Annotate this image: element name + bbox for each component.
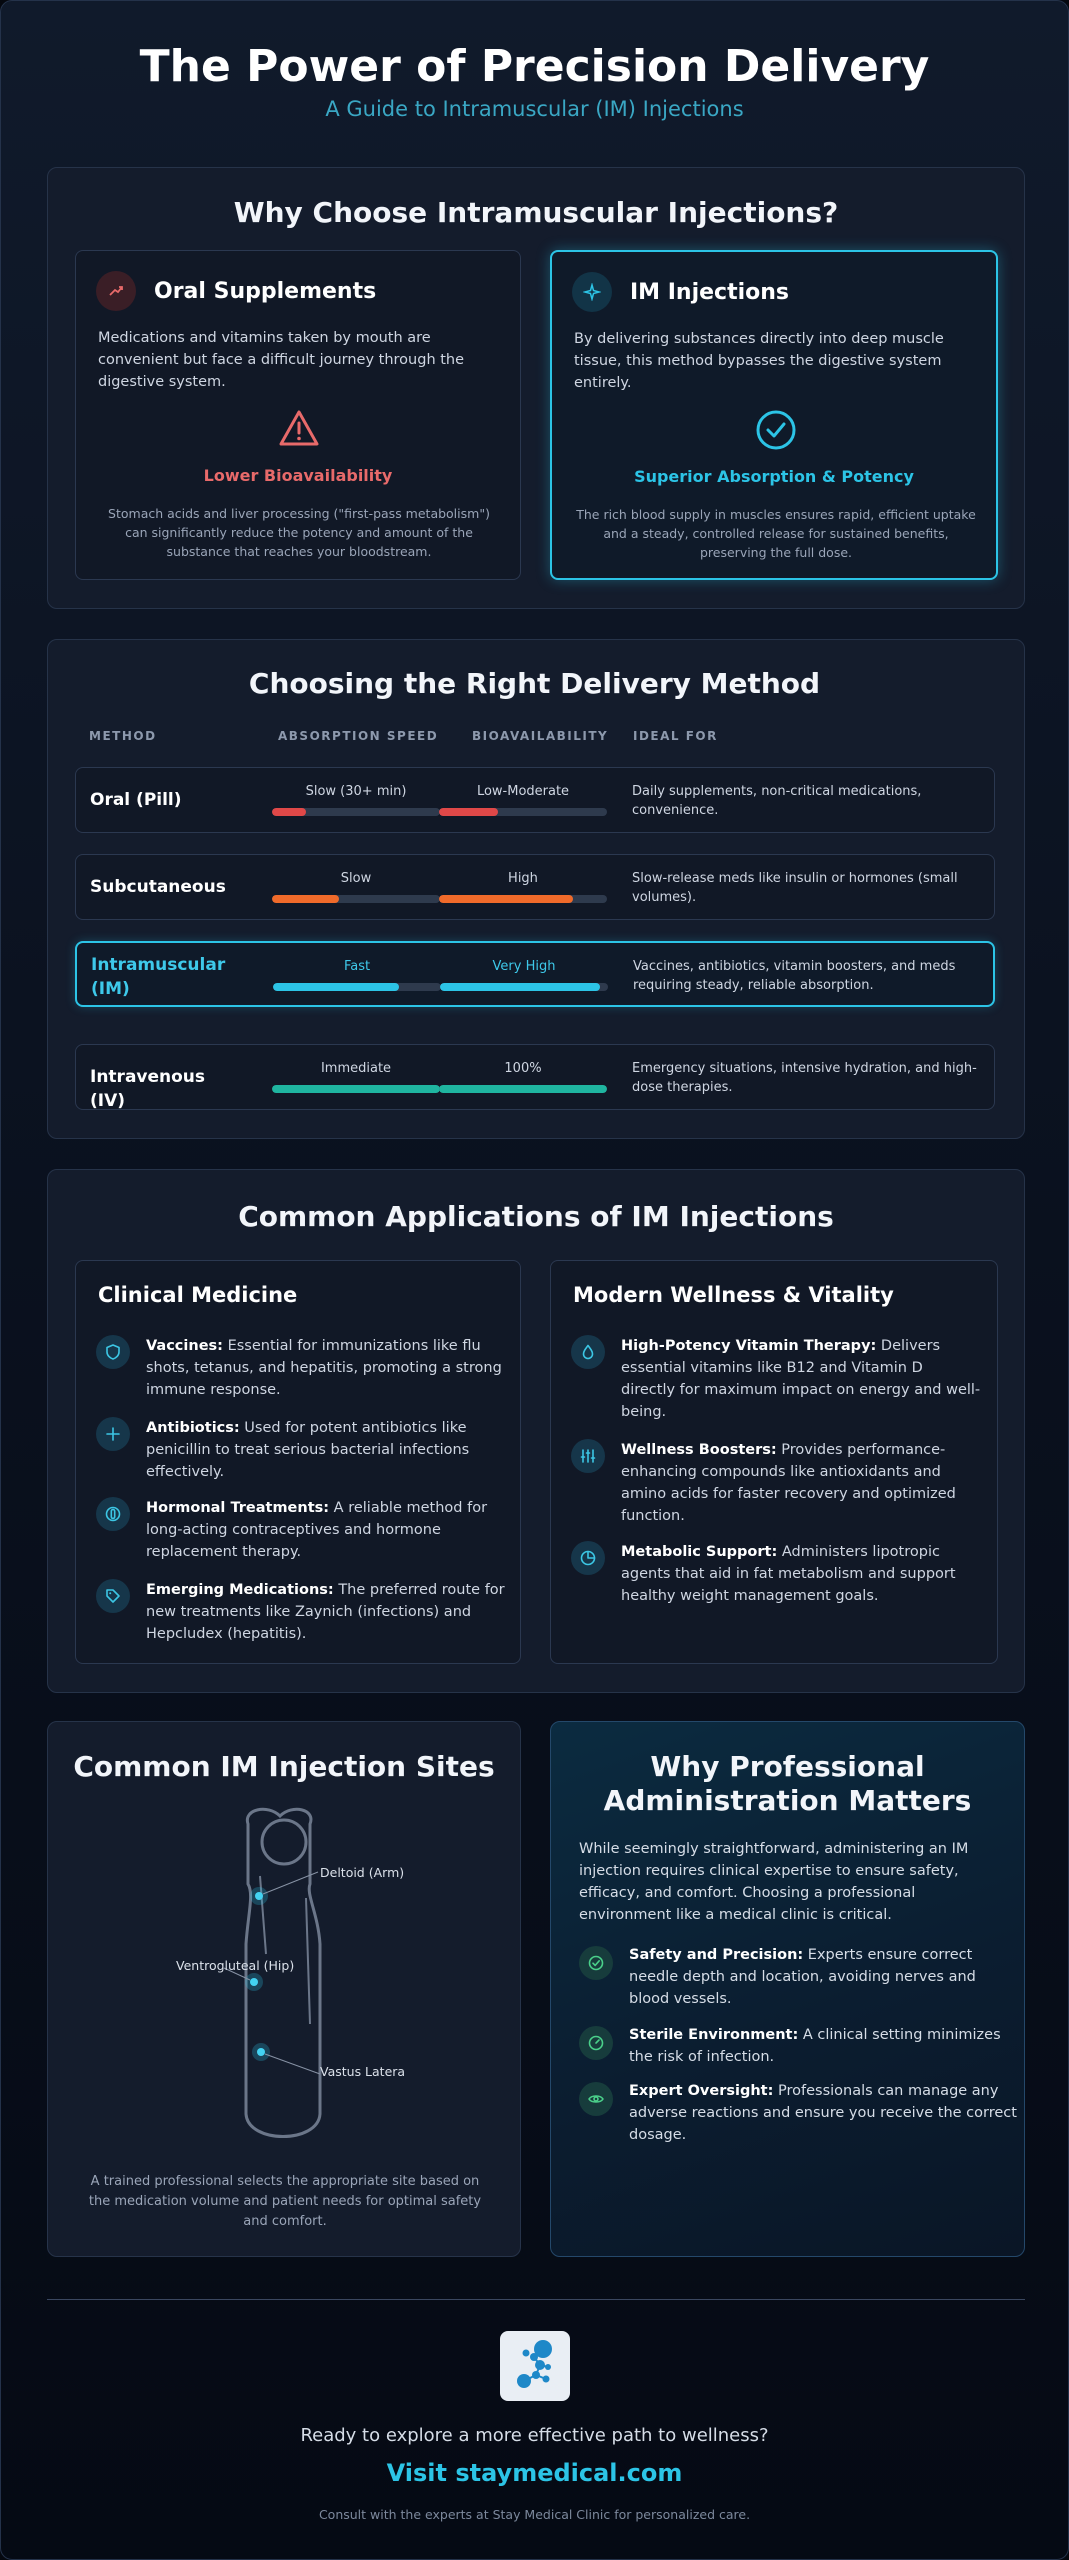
- meter-fill: [439, 895, 573, 903]
- deltoid-label: Deltoid (Arm): [320, 1865, 405, 1880]
- list-item-description: Administers lipotropic agents that aid in fat metabolism and support healthy weight management goals.: [621, 1544, 956, 1604]
- method-row: [75, 854, 995, 920]
- molecule-logo-icon: [500, 2331, 570, 2401]
- methods-title: Choosing the Right Delivery Method: [248, 667, 821, 700]
- wellness-heading: Modern Wellness & Vitality: [573, 1283, 894, 1307]
- footer-divider: [47, 2299, 1025, 2300]
- list-item-description: Experts ensure correct needle depth and location, avoiding nerves and blood vessels.: [629, 1947, 976, 2007]
- check-circle-icon: [754, 408, 798, 452]
- list-item-label: Vaccines:: [146, 1338, 223, 1354]
- meter-fill: [273, 983, 399, 991]
- professional-intro: While seemingly straightforward, administering an IM injection requires clinical expertise to ensure safety, efficacy, and comfort. Choosing a professional environment like a medical clinic is critical.: [579, 1841, 969, 1923]
- list-item-text: [629, 2024, 1019, 2068]
- list-item-text: [629, 2080, 1019, 2146]
- bioavailability-meter: [439, 871, 607, 903]
- sites-title: Common IM Injection Sites: [73, 1750, 495, 1783]
- method-name: Subcutaneous: [90, 877, 226, 897]
- clinical-card: [75, 1260, 521, 1664]
- warning-triangle-icon: [277, 407, 321, 451]
- list-item-text: [146, 1417, 506, 1483]
- professional-title-line1: Why Professional: [650, 1750, 925, 1783]
- meter-fill: [272, 808, 306, 816]
- list-item-description: Provides performance-enhancing compounds like antioxidants and amino acids for faster recovery and optimized function.: [621, 1442, 956, 1524]
- meter-track: [273, 983, 441, 991]
- shield-icon: [96, 1335, 130, 1369]
- meter-label: 100%: [504, 1061, 542, 1076]
- meter-label: Slow (30+ min): [305, 784, 407, 799]
- speed-meter: [272, 871, 440, 903]
- method-ideal-for: Slow-release meds like insulin or hormones (small volumes).: [632, 871, 958, 905]
- oral-heading: Oral Supplements: [154, 279, 377, 304]
- speed-meter: [273, 959, 441, 991]
- col-ideal: IDEAL FOR: [633, 729, 718, 743]
- applications-section: [47, 1169, 1025, 1693]
- col-method: METHOD: [89, 729, 157, 743]
- im-highlight: Superior Absorption & Potency: [634, 467, 914, 486]
- oral-detail: Stomach acids and liver processing ("first-pass metabolism") can significantly reduce the potency and amount of the substance that reaches your bloodstream.: [108, 506, 490, 559]
- meter-label: Fast: [343, 959, 371, 974]
- meter-track: [272, 895, 440, 903]
- list-item-label: Metabolic Support:: [621, 1544, 778, 1560]
- meter-track: [439, 808, 607, 816]
- method-row: [75, 767, 995, 833]
- method-ideal-for: Daily supplements, non-critical medications, convenience.: [632, 784, 922, 818]
- method-name: Intravenous (IV): [90, 1067, 206, 1111]
- list-item-description: The preferred route for new treatments like Zaynich (infections) and Hepcludex (hepatitis).: [146, 1582, 505, 1642]
- meter-fill: [439, 808, 498, 816]
- gauge-icon: [579, 2026, 613, 2060]
- list-item-text: [621, 1541, 981, 1607]
- meter-fill: [272, 1085, 440, 1093]
- method-ideal-for: Vaccines, antibiotics, vitamin boosters, and meds requiring steady, reliable absorption.: [633, 959, 956, 993]
- list-item-label: Sterile Environment:: [629, 2027, 799, 2043]
- meter-label: Immediate: [320, 1061, 392, 1076]
- plus-icon: [96, 1417, 130, 1451]
- professional-section: [550, 1721, 1025, 2257]
- vastus-marker: [252, 2043, 320, 2074]
- bioavailability-meter: [439, 1061, 607, 1093]
- speed-meter: [272, 784, 440, 816]
- list-item-text: [621, 1335, 981, 1423]
- list-item-text: [621, 1439, 981, 1527]
- list-item-label: Emerging Medications:: [146, 1582, 334, 1598]
- bioavailability-meter: [440, 959, 608, 991]
- list-item-label: Hormonal Treatments:: [146, 1500, 330, 1516]
- clinical-heading: Clinical Medicine: [98, 1283, 298, 1307]
- applications-title: Common Applications of IM Injections: [238, 1200, 834, 1233]
- method-name: Intramuscular (IM): [91, 955, 226, 999]
- method-row: [75, 1044, 995, 1110]
- method-row: [75, 941, 995, 1007]
- im-detail: The rich blood supply in muscles ensures rapid, efficient uptake and a steady, controlled release for sustained benefits, preserving the full dose.: [576, 507, 976, 560]
- page-subtitle: A Guide to Intramuscular (IM) Injections: [325, 97, 744, 121]
- droplet-icon: [571, 1335, 605, 1369]
- page-title: The Power of Precision Delivery: [139, 41, 930, 92]
- why-title: Why Choose Intramuscular Injections?: [233, 196, 839, 229]
- list-item-label: Antibiotics:: [146, 1420, 240, 1436]
- eye-icon: [579, 2082, 613, 2116]
- wellness-card: [550, 1260, 998, 1664]
- trend-down-icon: [96, 271, 136, 311]
- col-bioavailability: BIOAVAILABILITY: [472, 729, 609, 743]
- im-heading: IM Injections: [630, 280, 790, 305]
- list-item-description: A reliable method for long-acting contraceptives and hormone replacement therapy.: [146, 1500, 488, 1560]
- list-item-description: Essential for immunizations like flu shots, tetanus, and hepatitis, promoting a strong immune response.: [146, 1338, 502, 1398]
- list-item-description: Delivers essential vitamins like B12 and Vitamin D directly for maximum impact on energy and well-being.: [621, 1338, 981, 1420]
- list-item-text: [146, 1335, 506, 1401]
- sliders-icon: [571, 1439, 605, 1473]
- meter-label: Very High: [492, 959, 556, 974]
- oral-body: Medications and vitamins taken by mouth are convenient but face a difficult journey through the digestive system.: [98, 330, 465, 390]
- method-ideal-for: Emergency situations, intensive hydration, and high-dose therapies.: [632, 1061, 977, 1095]
- list-item-label: Expert Oversight:: [629, 2083, 774, 2099]
- meter-fill: [439, 1085, 607, 1093]
- why-section: [47, 167, 1025, 609]
- meter-track: [272, 1085, 440, 1093]
- list-item-description: A clinical setting minimizes the risk of infection.: [629, 2027, 1001, 2065]
- list-item-text: [146, 1579, 506, 1645]
- meter-fill: [440, 983, 600, 991]
- meter-label: High: [508, 871, 538, 886]
- oral-card: [75, 250, 521, 580]
- im-card: [550, 250, 998, 580]
- professional-title-line2: Administration Matters: [603, 1784, 972, 1817]
- list-item-description: Professionals can manage any adverse reactions and ensure you receive the correct dosage.: [629, 2083, 1017, 2143]
- meter-label: Low-Moderate: [476, 784, 570, 799]
- oral-highlight: Lower Bioavailability: [203, 466, 393, 485]
- pill-icon: [96, 1497, 130, 1531]
- meter-label: Slow: [340, 871, 372, 886]
- tag-icon: [96, 1579, 130, 1613]
- sites-caption: A trained professional selects the appropriate site based on the medication volume and patient needs for optimal safety and comfort.: [88, 2174, 482, 2229]
- meter-fill: [272, 895, 339, 903]
- meter-track: [439, 895, 607, 903]
- footer-cta-link[interactable]: Visit staymedical.com: [386, 2459, 683, 2487]
- col-speed: ABSORPTION SPEED: [278, 729, 439, 743]
- list-item-label: Safety and Precision:: [629, 1947, 804, 1963]
- speed-meter: [272, 1061, 440, 1093]
- meter-track: [440, 983, 608, 991]
- bioavailability-meter: [439, 784, 607, 816]
- vastus-label: Vastus Latera: [320, 2064, 406, 2079]
- im-body: By delivering substances directly into deep muscle tissue, this method bypasses the digestive system entirely.: [574, 331, 944, 391]
- body-silhouette-diagram: [48, 1804, 522, 2184]
- pie-chart-icon: [571, 1541, 605, 1575]
- ventrogluteal-label: Ventrogluteal (Hip): [176, 1958, 295, 1973]
- sites-section: [47, 1721, 521, 2257]
- footer-note: Consult with the experts at Stay Medical Clinic for personalized care.: [318, 2507, 751, 2522]
- sparkle-icon: [572, 272, 612, 312]
- meter-track: [272, 808, 440, 816]
- list-item-label: Wellness Boosters:: [621, 1442, 777, 1458]
- list-item-label: High-Potency Vitamin Therapy:: [621, 1338, 877, 1354]
- method-name: Oral (Pill): [90, 790, 182, 810]
- list-item-text: [629, 1944, 1019, 2010]
- list-item-description: Used for potent antibiotics like penicillin to treat serious bacterial infections effectively.: [146, 1420, 470, 1480]
- meter-track: [439, 1085, 607, 1093]
- list-item-text: [146, 1497, 506, 1563]
- footer-tagline: Ready to explore a more effective path to wellness?: [300, 2425, 769, 2446]
- check-circle-icon: [579, 1946, 613, 1980]
